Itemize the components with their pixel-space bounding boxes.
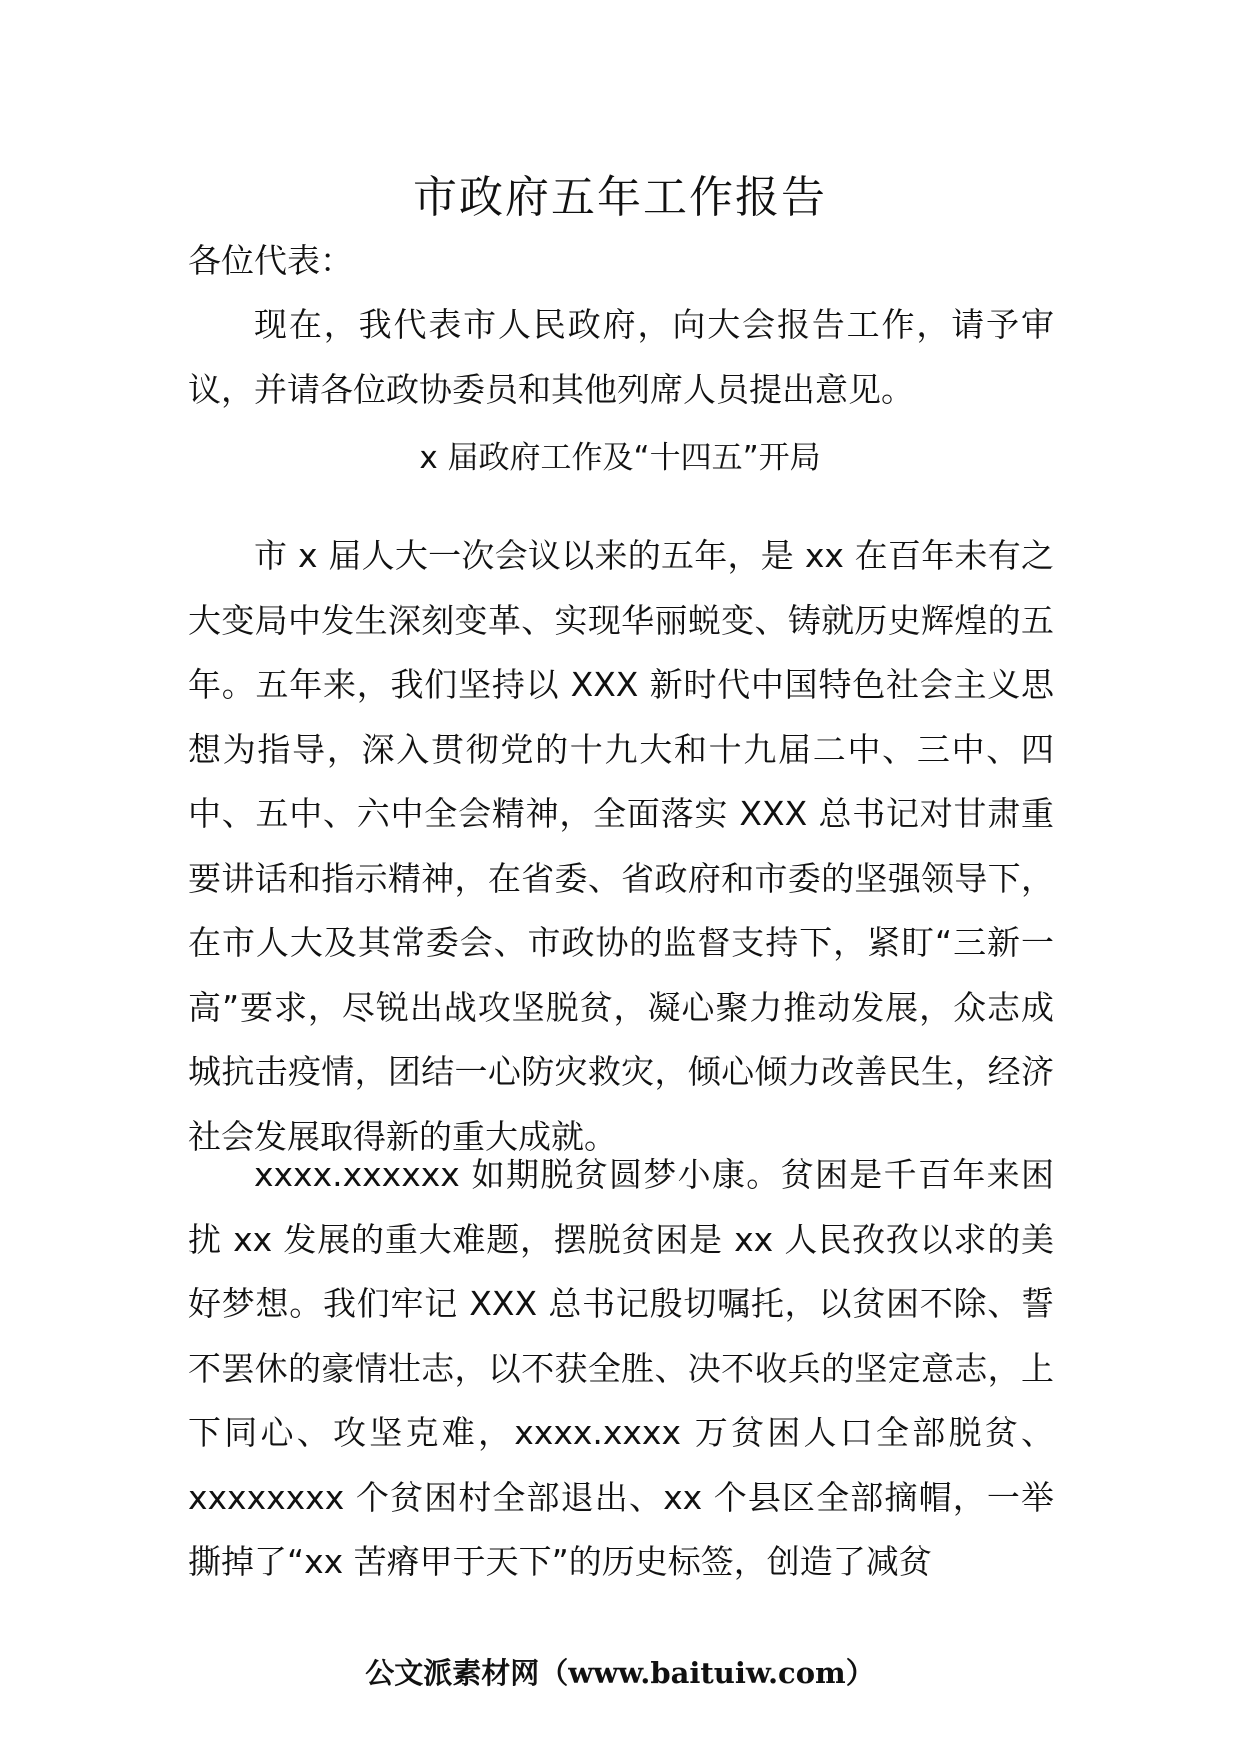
- paragraph-review: 市 x 届人大一次会议以来的五年，是 xx 在百年未有之大变局中发生深刻变革、实现华丽蜕变、铸就历史辉煌的五年。五年来，我们坚持以 XXX 新时代中国特色社会主义思想为指导，深入贯彻党的十九大和十九届二中、三中、四中、五中、六中全会精神，全面落实 XXX 总书记对甘肃重要讲话和指示精神，在省委、省政府和市委的坚强领导下，在市人大及其常委会、市政协的监督支持下，紧盯“三新一高”要求，尽锐出战攻坚脱贫，凝心聚力推动发展，众志成城抗击疫情，团结一心防灾救灾，倾心倾力改善民生，经济社会发展取得新的重大成就。: [188, 536, 1054, 1156]
- footer-watermark: 公文派素材网（www.baituiw.com）: [365, 1656, 875, 1690]
- paragraph-poverty: xxxx.xxxxxx 如期脱贫圆梦小康。贫困是千百年来困扰 xx 发展的重大难题，摆脱贫困是 xx 人民孜孜以求的美好梦想。我们牢记 XXX 总书记殷切嘱托，以贫困不除、誓不罢休的豪情壮志，以不获全胜、决不收兵的坚定意志，上下同心、攻坚克难，xxxx.xxxx 万贫困人口全部脱贫、xxxxxxxx 个贫困村全部退出、xx 个县区全部摘帽，一举撕掉了“xx 苦瘠甲于天下”的历史标签，创造了减贫: [188, 1155, 1054, 1581]
- paragraph-intro: 现在，我代表市人民政府，向大会报告工作，请予审议，并请各位政协委员和其他列席人员提出意见。: [188, 305, 1054, 409]
- page-title: 市政府五年工作报告: [413, 172, 827, 223]
- section-heading: x 届政府工作及“十四五”开局: [419, 440, 821, 476]
- greeting: 各位代表：: [188, 241, 353, 280]
